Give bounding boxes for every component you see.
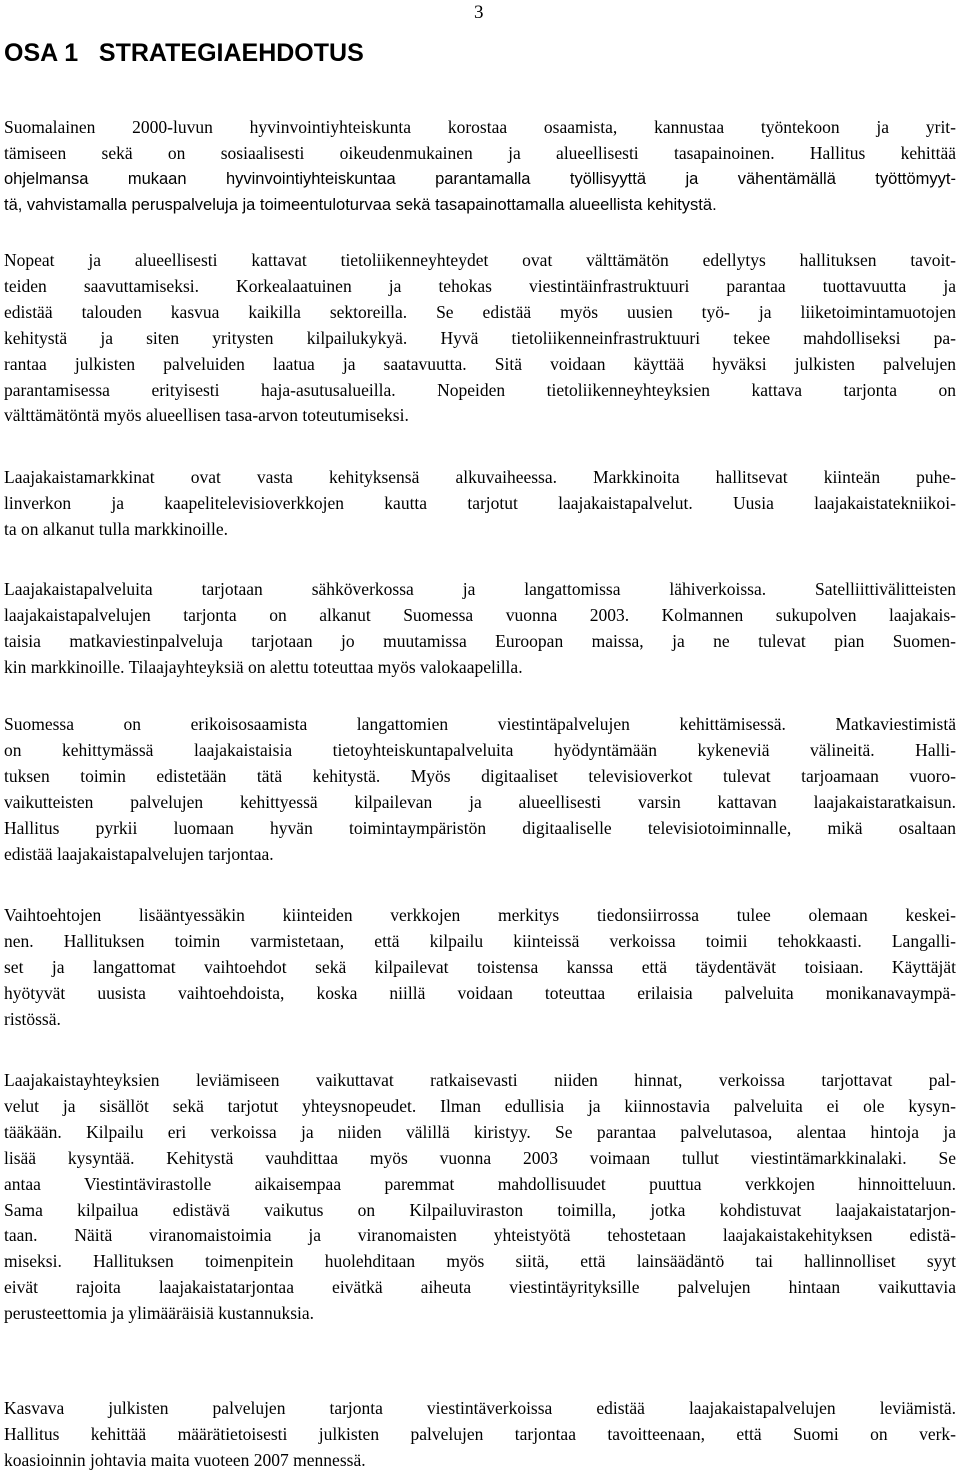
text-line: kehitystä ja siten yritysten kilpailukykyä. Hyvä tietoliikenneinfrastruktuuri tekee mahdolliseksi pa- — [4, 327, 956, 348]
text-line: Kasvava julkisten palvelujen tarjonta viestintäverkoissa edistää laajakaistapalvelujen leviämistä. — [4, 1398, 956, 1418]
page-number: 3 — [474, 2, 484, 23]
text-line: Hallitus pyrkii luomaan hyvän toimintaympäristön digitaaliselle televisiotoiminnalle, mikä osaltaan — [4, 817, 956, 838]
text-line: ta on alkanut tulla markkinoille. — [4, 518, 229, 539]
text-line: nen. Hallituksen toimin varmistetaan, että kilpailu kiinteissä verkoissa toimii tehokkaasti. Langalli- — [4, 930, 956, 951]
text-line: linverkon ja kaapelitelevisioverkkojen kautta tarjotut laajakaistapalvelut. Uusia laajakaistatekniikoi- — [4, 492, 956, 513]
paragraph-fixed-networks — [4, 903, 956, 1033]
text-line: perusteettomia ja ylimääräisiä kustannuksia. — [4, 1303, 315, 1324]
paragraph-market — [4, 465, 956, 543]
text-line: Laajakaistapalveluita tarjotaan sähköverkossa ja langattomissa lähiverkoissa. Satelliittivälitteisten — [4, 579, 956, 599]
text-line: teiden saavuttamiseksi. Korkealaatuinen ja tehokas viestintäinfrastruktuuri parantaa tuottavuutta ja — [4, 275, 956, 296]
text-line: edistää talouden kasvua kaikilla sektoreilla. Se edistää myös uusien työ- ja liiketoimintamuotojen — [4, 301, 956, 322]
text-line: parantamisessa erityisesti haja-asutusalueilla. Nopeiden tietoliikenneyhteyksien kattava tarjonta on — [4, 379, 956, 400]
paragraph-intro — [4, 115, 956, 219]
text-line: miseksi. Hallituksen toimenpitein huolehditaan myös siitä, että lainsäädäntö tai hallinnolliset syyt — [4, 1251, 956, 1272]
text-line: taisia matkaviestinpalveluja tarjotaan jo muutamissa Euroopan maissa, ja ne tulevat pian Suomen- — [4, 630, 956, 651]
text-line: Vaihtoehtojen lisääntyessäkin kiinteiden verkkojen merkitys tiedonsiirrossa tulee olemaan keskei- — [4, 905, 956, 925]
paragraph-pricing — [4, 1068, 956, 1327]
text-line: ristössä. — [4, 1008, 61, 1029]
text-line: Suomessa on erikoisosaamista langattomien viestintäpalvelujen kehittämisessä. Matkaviestimistä — [4, 714, 956, 734]
text-line: hyötyvät uusista vaihtoehdoista, koska niillä voidaan toteuttaa erilaisia palveluita monikanavaympä- — [4, 982, 956, 1003]
text-line: tuksen toimin edistetään tätä kehitystä. Myös digitaaliset televisioverkot tulevat tarjoamaan vuoro- — [4, 765, 956, 786]
text-line: taan. Näitä viranomaistoimia ja viranomaisten yhteistyötä tehostetaan laajakaistakehityksen edistä- — [4, 1225, 956, 1246]
text-line: tä, vahvistamalla peruspalveluja ja toimeentuloturvaa sekä tasapainottamalla alueellista kehitystä. — [4, 195, 717, 214]
text-line: antaa Viestintävirastolle aikaisempaa paremmat mahdollisuudet puuttua verkkojen hinnoitteluun. — [4, 1173, 956, 1194]
text-line — [4, 141, 956, 167]
text-line: ohjelmansa mukaan hyvinvointiyhteiskuntaa parantamalla työllisyyttä ja vähentämällä työttömyyt- — [4, 169, 956, 188]
text-line: tääkään. Kilpailu eri verkoissa ja niiden välillä kiristyy. Se parantaa palvelutasoa, alentaa hintoja ja — [4, 1121, 956, 1142]
text-line: on kehittymässä laajakaistaisia tietoyhteiskuntapalveluita hyödyntämään kykeneviä välineitä. Halli- — [4, 739, 956, 760]
text-line: eivät rajoita laajakaistatarjontaa eivätkä aiheuta viestintäyrityksille palvelujen hintaan vaikuttavia — [4, 1277, 956, 1298]
paragraph-services — [4, 577, 956, 681]
text-line: velut ja sisällöt sekä tarjotut yhteysnopeudet. Ilman edullisia ja kiinnostavia palveluita ei ole kysyn- — [4, 1095, 956, 1116]
text-line: lisää kysyntää. Kehitystä vauhdittaa myös vuonna 2003 voimaan tullut viestintämarkkinalaki. Se — [4, 1147, 956, 1168]
text-line: koasioinnin johtavia maita vuoteen 2007 mennessä. — [4, 1449, 366, 1470]
text-line: laajakaistapalvelujen tarjonta on alkanut Suomessa vuonna 2003. Kolmannen sukupolven laajakais- — [4, 604, 956, 625]
text-line: Laajakaistayhteyksien leviämiseen vaikuttavat ratkaisevasti niiden hinnat, verkoissa tarjottavat pal- — [4, 1070, 956, 1090]
text-line: Suomalainen 2000-luvun hyvinvointiyhteiskunta korostaa osaamista, kannustaa työntekoon ja yrit- — [4, 117, 956, 137]
text-line: Sama kilpailua edistävä vaikutus on Kilpailuviraston toimilla, jotka kohdistuvat laajakaistatarjon- — [4, 1199, 956, 1220]
paragraph-public-services — [4, 1396, 956, 1474]
text-line: Nopeat ja alueellisesti kattavat tietoliikenneyhteydet ovat välttämätön edellytys hallituksen tavoit- — [4, 250, 956, 270]
paragraph-wireless — [4, 712, 956, 867]
text-line: Laajakaistamarkkinat ovat vasta kehityksensä alkuvaiheessa. Markkinoita hallitsevat kiinteän puhe- — [4, 467, 956, 487]
section-heading: OSA 1 STRATEGIAEHDOTUS — [4, 39, 364, 67]
paragraph-connections — [4, 248, 956, 429]
text-line: vaikutteisten palvelujen kehittyessä kilpailevan ja alueellisesti varsin kattavan laajakaistaratkaisun. — [4, 791, 956, 812]
text-line: rantaa julkisten palveluiden laatua ja saatavuutta. Sitä voidaan käyttää hyväksi julkisten palvelujen — [4, 353, 956, 374]
text-line: set ja langattomat vaihtoehdot sekä kilpailevat toistensa kanssa että täydentävät toisiaan. Käyttäjät — [4, 956, 956, 977]
text-line: kin markkinoille. Tilaajayhteyksiä on alettu toteuttaa myös valokaapelilla. — [4, 656, 523, 677]
text-line-content: tämiseen sekä on sosiaalisesti oikeudenmukainen ja alueellisesti tasapainoinen. Hallitus kehittää — [4, 142, 956, 163]
text-line: Hallitus kehittää määrätietoisesti julkisten palvelujen tarjontaa tavoitteenaan, että Suomi on verk- — [4, 1423, 956, 1444]
text-line: välttämätöntä myös alueellisen tasa-arvon toteutumiseksi. — [4, 405, 409, 426]
text-line: edistää laajakaistapalvelujen tarjontaa. — [4, 843, 274, 864]
